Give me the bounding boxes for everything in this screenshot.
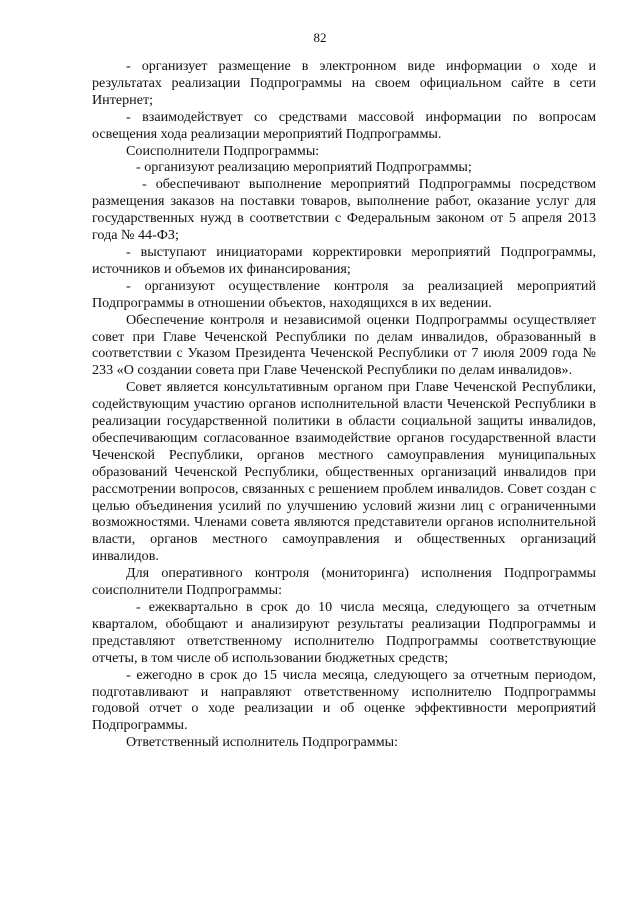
paragraph-site-info: - организует размещение в электронном виде информации о ходе и результатах реализации Подпрограммы на своем официальном сайте в сети Интернет; (92, 58, 596, 108)
paragraph-responsible-heading: Ответственный исполнитель Подпрограммы: (126, 734, 399, 751)
paragraph-ensure: - обеспечивают выполнение мероприятий Подпрограммы посредством размещения заказов на поставки товаров, выполнение работ, оказание услуг для государственных нужд в соответствии с Федеральным законом от 5 апреля 2013 года № 44-ФЗ; (92, 176, 596, 244)
paragraph-council-description: Совет является консультативным органом при Главе Чеченской Республики, содействующим участию органов исполнительной власти Чеченской Республики в реализации государственной политики в области социальной защиты инвалидов, обеспечивающим согласованное взаимодействие органов государственной власти Чеченской Республики, органов местного самоуправления муниципальных образований Чеченской Республики, общественных организаций инвалидов при рассмотрении вопросов, связанных с решением проблем инвалидов. Совет создан с целью объединения усилий по улучшению условий жизни лиц с ограниченными возможностями. Членами совета являются представители органов исполнительной власти, органов местного самоуправления и общественных организаций инвалидов. (92, 379, 596, 565)
page-number: 82 (313, 30, 327, 45)
paragraph-annual: - ежегодно в срок до 15 числа месяца, следующего за отчетным периодом, подготавливают и направляют ответственному исполнителю Подпрограммы годовой отчет о ходе реализации и об оценке эффективности мероприятий Подпрограммы. (92, 666, 596, 734)
document-body (92, 58, 596, 751)
paragraph-control: - организуют осуществление контроля за реализацией мероприятий Подпрограммы в отношении объектов, находящихся в их ведении. (92, 277, 596, 311)
paragraph-council-control: Обеспечение контроля и независимой оценки Подпрограммы осуществляет совет при Главе Чеченской Республики по делам инвалидов, образованный в соответствии с Указом Президента Чеченской Республики от 7 июля 2009 года № 233 «О создании совета при Главе Чеченской Республики по делам инвалидов». (92, 311, 596, 379)
paragraph-coexecutors-heading: Соисполнители Подпрограммы: (126, 142, 320, 159)
paragraph-monitoring: Для оперативного контроля (мониторинга) исполнения Подпрограммы соисполнители Подпрограммы: (92, 565, 596, 599)
paragraph-media: - взаимодействует со средствами массовой информации по вопросам освещения хода реализации мероприятий Подпрограммы. (92, 108, 596, 142)
paragraph-organize: - организуют реализацию мероприятий Подпрограммы; (136, 159, 472, 176)
paragraph-quarterly: - ежеквартально в срок до 10 числа месяца, следующего за отчетным кварталом, обобщают и анализируют результаты реализации Подпрограммы и представляют ответственному исполнителю Подпрограммы соответствующие отчеты, в том числе об использовании бюджетных средств; (92, 599, 596, 666)
paragraph-initiators: - выступают инициаторами корректировки мероприятий Подпрограммы, источников и объемов их финансирования; (92, 243, 596, 277)
